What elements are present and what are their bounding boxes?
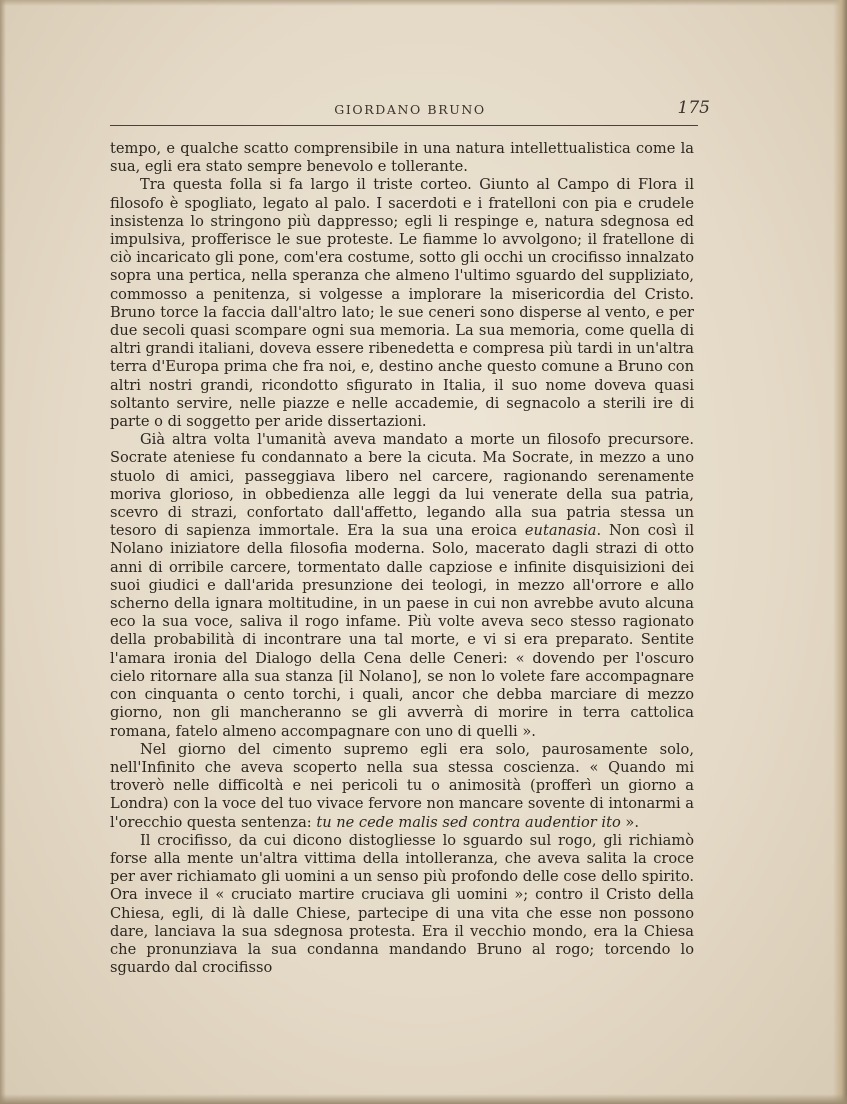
page-number: 175 <box>677 98 710 118</box>
italic-latin-quote: tu ne cede malis sed contra audentior ito <box>316 813 621 831</box>
running-title: GIORDANO BRUNO <box>334 102 486 117</box>
page-edge-right <box>833 0 847 1104</box>
paragraph-3-part-a: Già altra volta l'umanità aveva mandato a morte un filosofo precursore. Socrate ateniese fu condannato a bere la cicuta. Ma Socrate, in mezzo a uno stuolo di amici, passeggiava libero nel carcere, ragionando serenamente moriva glorioso, in obbedienza alle leggi da lui venerate della sua patria, scevro di strazi, confortato dall'affetto, legando alla sua patria stessa un tesoro di sapienza immortale. Era la sua una eroica <box>110 431 694 540</box>
paragraph-2: Tra questa folla si fa largo il triste corteo. Giunto al Campo di Flora il filosofo è spogliato, legato al palo. I sacerdoti e i fratelloni con pia e crudele insistenza lo stringono più dappresso; egli li respinge e, natura sdegnosa ed impulsiva, profferisce le sue proteste. Le fiamme lo avvolgono; il fratellone di ciò incaricato gli pone, com'era costume, sotto gli occhi un crocifisso innalzato sopra una pertica, nella speranza che almeno l'ultimo sguardo del suppliziato, commosso a penitenza, si volgesse a implorare la misericordia del Cristo. Bruno torce la faccia dall'altro lato; le sue ceneri sono disperse al vento, e per due secoli quasi scompare ogni sua memoria. La sua memoria, come quella di altri grandi italiani, doveva essere ribenedetta e compresa più tardi in un'altra terra d'Europa prima che fra noi, e, destino anche questo comune a Bruno con altri nostri grandi, ricondotto sfigurato in Italia, il suo nome doveva quasi soltanto servire, nelle piazze e nelle accademie, di segnacolo a sterili ire di parte o di soggetto per aride dissertazioni. <box>110 176 694 431</box>
page-edge-bottom <box>0 1094 847 1104</box>
page-edge-top <box>0 0 847 6</box>
body-text <box>110 140 694 977</box>
paragraph-1: tempo, e qualche scatto comprensibile in una natura intellettualistica come la sua, egli era stato sempre benevolo e tollerante. <box>110 140 694 176</box>
paragraph-4-part-a: Nel giorno del cimento supremo egli era solo, paurosamente solo, nell'Infinito che aveva scoperto nella sua stessa coscienza. « Quando mi troverò nelle difficoltà e nei pericoli tu o animosità (profferì un giorno a Londra) con la voce del tuo vivace fervore non mancare sovente di intonarmi a l'orecchio questa sentenza: <box>110 740 694 831</box>
paragraph-3 <box>110 431 694 740</box>
italic-term-eutanasia: eutanasia <box>524 522 597 540</box>
paragraph-4 <box>110 741 694 832</box>
paragraph-5: Il crocifisso, da cui dicono distogliesse lo sguardo sul rogo, gli richiamò forse alla mente un'altra vittima della intolleranza, che aveva salita la croce per aver richiamato gli uomini a un senso più profondo delle cose dello spirito. Ora invece il « cruciato martire cruciava gli uomini »; contro il Cristo della Chiesa, egli, di là dalle Chiese, partecipe di una vita che esse non possono dare, lanciava la sua sdegnosa protesta. Era il vecchio mondo, era la Chiesa che pronunziava la sua condanna mandando Bruno al rogo; torcendo lo sguardo dal crocifisso <box>110 831 694 977</box>
header-rule <box>110 125 698 126</box>
page-header <box>110 98 710 126</box>
paragraph-4-part-b: ». <box>620 813 639 831</box>
page-edge-left <box>0 0 6 1104</box>
paragraph-3-part-b: . Non così il Nolano iniziatore della filosofia moderna. Solo, macerato dagli strazi di otto anni di orribile carcere, tormentato dalle capziose e infinite disquisizioni dei suoi giudici e dall'arida presunzione dei teologi, in mezzo all'orrore e allo scherno della ignara moltitudine, in un paese in cui non avrebbe avuto alcuna eco la sua voce, saliva il rogo infame. Più volte aveva seco stesso ragionato della probabilità di incontrare una tal morte, e vi si era preparato. Sentite l'amara ironia del Dialogo della Cena delle Ceneri: « dovendo per l'oscuro cielo ritornare alla sua stanza [il Nolano], se non lo volete fare accompagnare con cinquanta o cento torchi, i quali, ancor che debba marciare di mezzo giorno, non gli mancheranno se gli avverrà di morire in terra cattolica romana, fatelo almeno accompagnare con uno di quelli ». <box>110 522 694 740</box>
